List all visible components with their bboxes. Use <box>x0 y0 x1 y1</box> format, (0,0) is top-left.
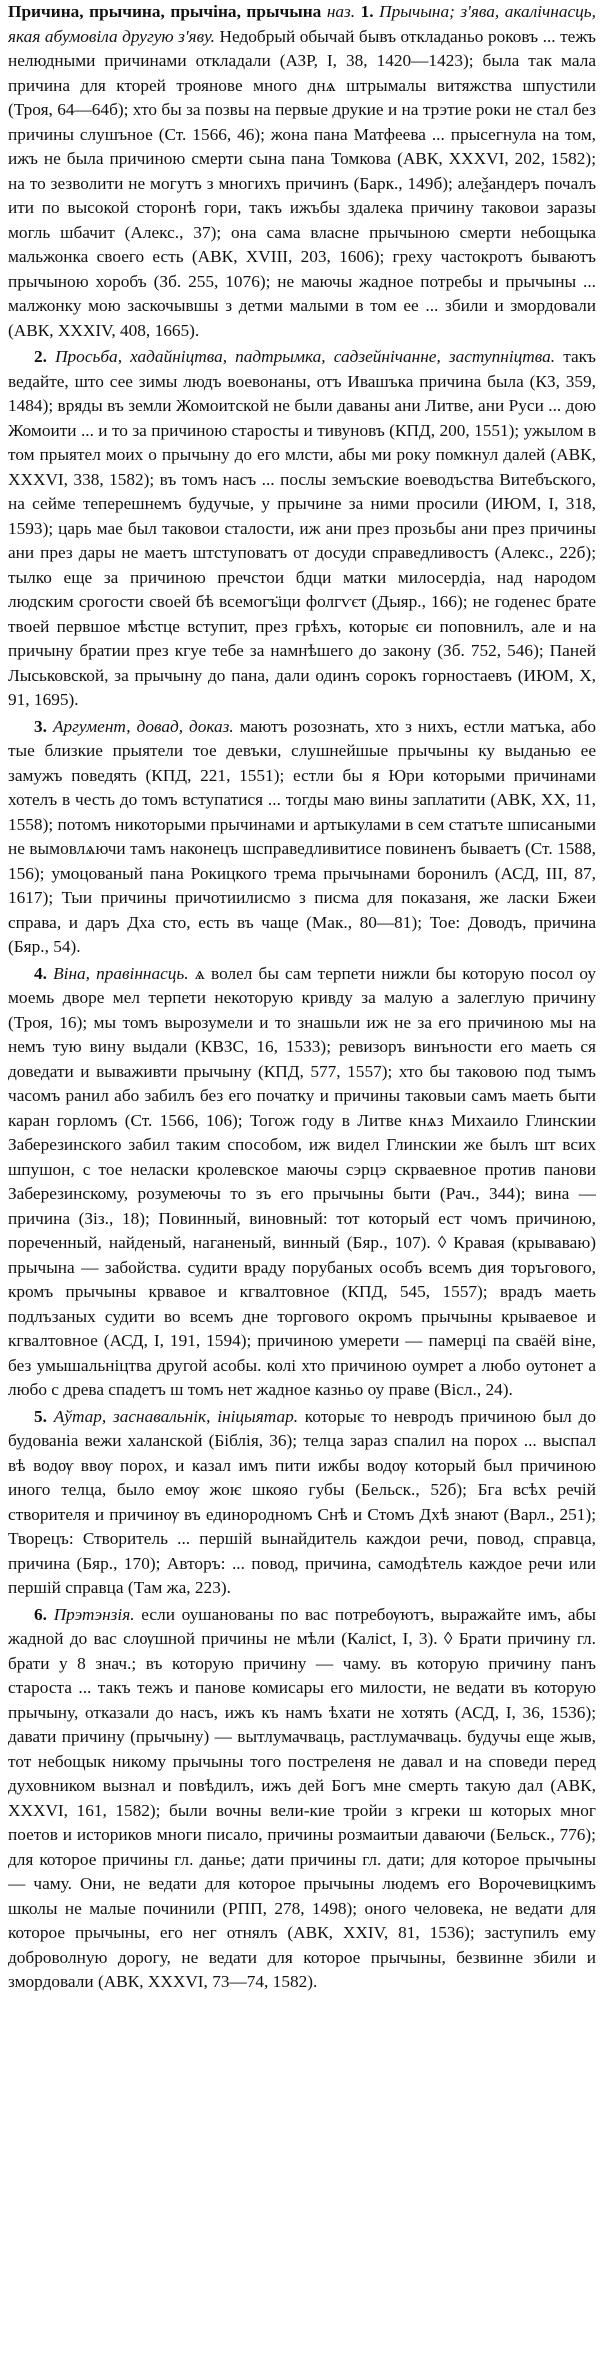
sense-1 <box>8 0 596 343</box>
sense-citations: если оушанованы по вас потребѹютъ, выражайте имъ, абы жадной до вас слѹшной причины не мѣли (Калісt, I, 3). ◊ Брати причину гл. брати у 8 знач.; въ которую причину — чаму. въ которую причину панъ староста ... такъ тежъ и панове комисары его милости, не ведати въ которую прычыну, отказали до насъ, ижъ къ намъ ѣхати не хотять (АСД, I, 36, 1536); давати причину (прычыну) — вытлумачваць, растлумачваць. будучы еще жыв, тот небощык никому прычыны того постреленя не давал и на споведи перед духовником вызнал и повѣдилъ, ижъ дей Богъ мне смерть такую дал (АВК, XXXVI, 161, 1582); были вочны вели-кие тройи з кгреки ш которых мног поетов и историков многи писало, причины розмаитыи даваючи (Бельск., 776); для которое причины гл. данье; дати причины гл. дати; для которое прычыны — чаму. Они, не ведати для которое прычыны людемъ его Ворочевицкимъ школы не малые починили (РПП, 278, 1498); оного человека, не ведати для которое прычыны, его нег отнялъ (АВК, XXIV, 81, 1536); заступилъ ему доброволную дорогу, не ведати для которое прычыны, безвинне збили и змордовали (АВК, XXXVI, 73—74, 1582). <box>8 1604 596 1991</box>
sense-number: 1. <box>360 2 374 21</box>
sense-6 <box>8 1603 596 1995</box>
sense-gloss: Аргумент, довад, доказ. <box>52 716 234 736</box>
sense-gloss: Віна, правіннасць. <box>53 963 189 983</box>
headword: Причина, прычина, прычіна, прычына <box>8 2 322 21</box>
sense-5 <box>8 1405 596 1601</box>
sense-citations: которыє то невродъ причиною был до будованіа вежи халанской (Біблія, 36); телца зараз спалил на порох ... выспал вѣ водѹ ввѹ порох, и казал имъ пити ижбы водѹ который был причиною иного телца, было емѹ жоѥ шкояо губы (Бельск., 52б); Бга всѣх речій створителя и причинѹ въ единородномъ Снѣ и Стомъ Дхѣ знают (Варл., 251); Творецъ: Створитель ... першій вынайдитель каждои речи, повод, справца, причина (Бяр., 170); Авторъ: ... повод, причина, самодѣтель каждое речи или першій справца (Там жа, 223). <box>8 1406 596 1597</box>
sense-3 <box>8 715 596 960</box>
sense-gloss: Аўтар, заснавальнік, ініцыятар. <box>53 1406 299 1426</box>
dictionary-page <box>8 0 596 2362</box>
sense-2 <box>8 345 596 713</box>
sense-number: 2. <box>34 347 47 366</box>
grammar-label: наз. <box>326 2 356 21</box>
sense-citations: маютъ розознать, хто з нихъ, естли матъка, або тые близкие прыятели тое девъки, слушнейшые прычыны ку выданью ее замужъ поведять (КПД, 221, 1551); естли бы я Юри которыми причинами хотелъ в честь до томъ вступатися ... тогды маю вины заплатити (АВК, XX, 11, 1558); потомъ никоторыми прычинами и артыкулами в сем статъте шписаными не вымовлѧючи тамъ наконецъ шсправедливитисе повиненъ бываетъ (Ст. 1588, 156); умоцованый пана Рокицкого трема прычынами боронилъ (АСД, III, 87, 1617); Тыи причины причотиилисмо з писма для показаня, же ласки Бжеи справа, и даръ Дха сто, есть въ чаще (Мак., 80—81); Тое: Доводъ, причина (Бяр., 54). <box>8 716 596 956</box>
sense-citations: Недобрый обычай бывъ откладаньо роковъ ... тежъ нелюдными причинами откладали (АЗР, I, 38, 1420—1423); была так мала причина для кторей троянове много днѧ штрымалы витяжства шпустили (Троя, 64—64б); хто бы за позвы на первые друкие и на трэтие роки не стал без причины слушъное (Ст. 1566, 46); жона пана Матфеева ... прысегнула на том, ижъ не была причиною смерти сына пана Томкова (АВК, XXXVI, 202, 1582); на то зезволити не могутъ з многихъ причинъ (Барк., 149б); алеѯандеръ почалъ ити по высокой сторонѣ гори, такъ ижъбы здалека причину таковои заразы могль шбачит (Алекс., 37); она сама власне прычыною смерти небощыка мальжонка своего есть (АВК, XVIII, 203, 1606); греху частокротъ бываютъ прычыною хоробъ (Зб. 255, 1076); не маючы жадное потребы и прычыны ... малжонку мою заскочывшы з детми малыми в том ее ... збили и змордовали (АВК, XXXIV, 408, 1665). <box>8 26 596 340</box>
sense-number: 4. <box>34 963 47 983</box>
dictionary-entry <box>8 0 596 1995</box>
sense-number: 6. <box>34 1604 47 1624</box>
sense-gloss: Прэтэнзія. <box>53 1604 135 1624</box>
sense-number: 3. <box>34 716 47 736</box>
sense-4 <box>8 962 596 1403</box>
sense-gloss: Просьба, хадайніцтва, падтрымка, садзейнічанне, заступніцтва. <box>55 347 556 366</box>
sense-citations: такъ ведайте, што сее зимы людъ воевонаны, отъ Ивашъка причина была (КЗ, 359, 1484); вряды въ земли Жомоитской не были даваны ани Литве, ани Руси ... дою Жомоити ... и то за причиною старосты и тивуновъ (КПД, 200, 1551); ужылом в том прыятел моих о прычыну до его млсти, абы ми року помкнул далей (АВК, XXXVI, 338, 1582); въ томъ насъ ... послы земъские воеводъства Витебъского, на сейме теперешнемъ будучые, у прычине за ними просили (ИЮМ, I, 318, 1593); царь мае был таковои сталости, иж ани през прозьбы ани през причины ани през дары не маетъ штступоватъ от досуди справедливостъ (Алекс., 22б); тылко еще за причиною пречстои бдци матки милосердіа, над народом людским срогости своей бѣ всемогъ̈щи фолгѵєт (Дыяр., 166); не годенес брате твоей первшое мѣстце вступит, през грѣхъ, которыє єи поповнилъ, але и на причыну братии през кгуе тебе за намнѣшего до закону (Зб. 752, 546); Паней Лыськовской, за прычыну до пана, дали одинъ сорокъ горностаевъ (ИЮМ, X, 91, 1695). <box>8 347 596 709</box>
sense-citations: ѧ волел бы сам терпети нижли бы которую посол оу моемь дворе мел терпети некоторую кривду за малую а залеглую причину (Троя, 16); мы томъ вырозумели и то знашьли иж не за его причиною мы на немъ тую вину выдали (КВЗС, 16, 1533); ревизоръ винъности его маеть ся доведати и вываживти прычыну (КПД, 577, 1557); хто бы таковою под тымъ часомъ ранил або забилъ без его початку и причины таковыи самъ маеть быти каран горломъ (Ст. 1566, 106); Тогож году в Литве кнѧз Михаило Глинскии Заберезинского забил таким способом, иж видел Глинскии же былъ шт всих шпушон, с тое неласки кролевское маючы сэрцэ скрваевное против панови Заберезинскому, розумеючы то зъ его прычыны быти (Рач., 344); вина — причина (Зіз., 18); Повинный, виновный: тот который ест чомъ причиною, пореченный, найденый, наганеный, винный (Бяр., 107). ◊ Кравая (крываваю) прычына — забойства. судити враду порубаных особъ всемъ дия торъгового, кромъ прычыны крвавое и кгвалтовное (КПД, 545, 1557); врадъ маеть подлъзаных судити во всемъ дне торгового окромъ прычыны крываевое и кгвалтовное (АСД, I, 191, 1594); причиною умерети — памерці па сваёй віне, без умышальніцтва другой асобы. колі хто причиною оумрет а любо оутонет а любо с древа спадетъ ш томъ нет жадное казньо оу праве (Віcл., 24). <box>8 963 596 1399</box>
sense-number: 5. <box>34 1406 47 1426</box>
sense-gloss: Прычына; з'ява, акалічнасць, якая абумовіла другую з'яву. <box>8 2 596 46</box>
